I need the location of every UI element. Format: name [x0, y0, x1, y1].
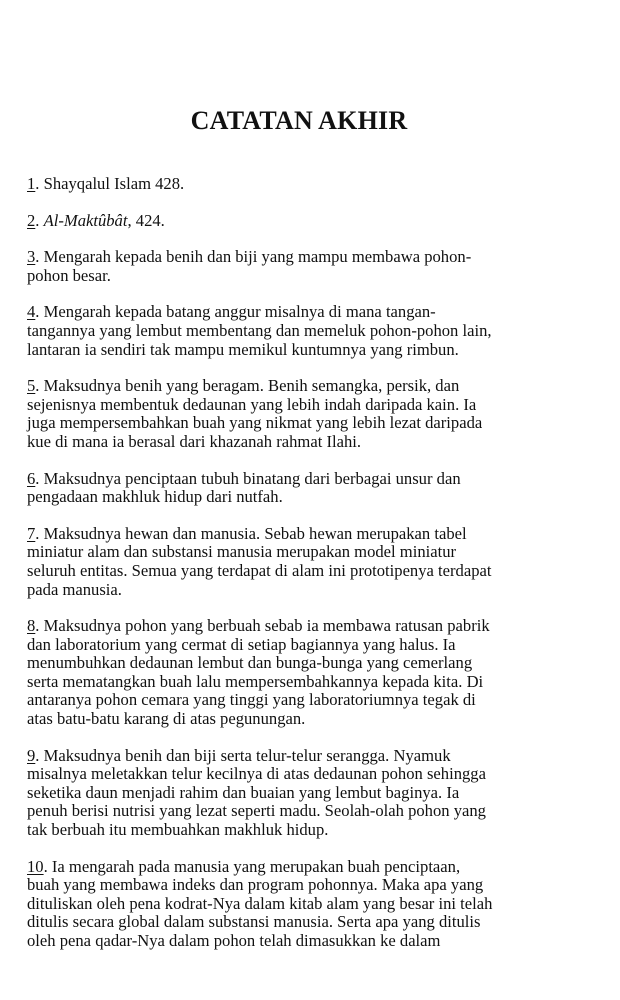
endnote-text: Maksudnya benih yang beragam. Benih semangka, persik, dan: [43, 376, 460, 396]
endnote-number: 2: [27, 210, 36, 230]
endnote-text: Ia mengarah pada manusia yang merupakan buah penciptaan,: [51, 856, 461, 876]
endnote-text: Maksudnya benih dan biji serta telur-telur serangga. Nyamuk: [43, 745, 451, 765]
endnote-text: Mengarah kepada batang anggur misalnya di mana tangan-: [43, 302, 436, 322]
endnote-number: 4: [27, 302, 36, 322]
endnote-number: 9: [27, 745, 36, 765]
endnote-text: serta mematangkan buah lalu mempersembahkannya kepada kita. Di: [27, 671, 484, 691]
endnote-text: miniatur alam dan substansi manusia merupakan model miniatur: [27, 542, 457, 562]
endnote-text: Maksudnya penciptaan tubuh binatang dari berbagai unsur dan: [43, 468, 461, 488]
endnote-text: Shayqalul Islam 428.: [43, 174, 185, 193]
endnote-number: 8: [27, 616, 36, 636]
endnote-1: 1. Shayqalul Islam 428.: [27, 174, 185, 193]
endnote-number: 7: [27, 523, 36, 543]
endnote-6: 6. Maksudnya penciptaan tubuh binatang dari berbagai unsur dan pengadaan makhluk hidup dari nutfah.: [27, 470, 575, 507]
endnote-3: 3. Mengarah kepada benih dan biji yang mampu membawa pohon- pohon besar.: [27, 248, 575, 285]
page-title: CATATAN AKHIR: [190, 106, 408, 135]
endnote-text: antaranya pohon cemara yang tinggi yang laboratoriumnya tegak di: [27, 690, 476, 710]
endnote-number: 5: [27, 376, 36, 396]
endnote-8: 8. Maksudnya pohon yang berbuah sebab ia membawa ratusan pabrik dan laboratorium yang cermat di setiap bagiannya yang halus. Ia menumbuhkan dedaunan lembut dan bunga-bunga yang cemerlang serta mematangkan buah lalu mempersembahkannya kepada kita. Di antaranya pohon cemara yang tinggi yang laboratoriumnya tegak di atas batu-batu karang di atas pegunungan.: [27, 617, 575, 729]
endnote-10: 10. Ia mengarah pada manusia yang merupakan buah penciptaan, buah yang membawa indeks dan program pohonnya. Maka apa yang dituliskan oleh pena kodrat-Nya dalam kitab alam yang besar ini telah ditulis secara global dalam substansi manusia. Serta apa yang ditulis oleh pena qadar-Nya dalam pohon telah dimasukkan ke dalam: [27, 858, 575, 951]
endnote-text: lantaran ia sendiri tak mampu memikul kuntumnya yang rimbun.: [27, 339, 459, 359]
endnote-2: 2. Al-Maktûbât, 424.: [27, 210, 165, 230]
endnote-text: sejenisnya membentuk dedaunan yang lebih indah daripada kain. Ia: [27, 394, 477, 414]
endnote-text: pohon besar.: [27, 265, 111, 285]
endnote-text: seluruh entitas. Semua yang terdapat di alam ini prototipenya terdapat: [27, 560, 492, 580]
endnote-7: 7. Maksudnya hewan dan manusia. Sebab hewan merupakan tabel miniatur alam dan substansi manusia merupakan model miniatur seluruh entitas. Semua yang terdapat di alam ini prototipenya terdapat pada manusia.: [27, 525, 575, 599]
endnote-text: misalnya meletakkan telur kecilnya di atas dedaunan pohon sehingga: [27, 764, 486, 784]
endnote-text: tak berbuah itu membuahkan makhluk hidup.: [27, 820, 329, 840]
endnote-text: , 424.: [127, 210, 165, 230]
endnote-number: 10: [27, 856, 44, 876]
endnotes-list: [27, 175, 575, 969]
endnote-4: 4. Mengarah kepada batang anggur misalnya di mana tangan- tangannya yang lembut membentang dan memeluk pohon-pohon lain, lantaran ia sendiri tak mampu memikul kuntumnya yang rimbun.: [27, 303, 575, 359]
endnote-text: Maksudnya hewan dan manusia. Sebab hewan merupakan tabel: [43, 523, 467, 543]
endnote-text: Mengarah kepada benih dan biji yang mampu membawa pohon-: [43, 247, 472, 267]
endnote-5: 5. Maksudnya benih yang beragam. Benih semangka, persik, dan sejenisnya membentuk dedaunan yang lebih indah daripada kain. Ia juga mempersembahkan buah yang nikmat yang lebih lezat daripada kue di mana ia berasal dari khazanah rahmat Ilahi.: [27, 377, 575, 451]
endnote-text: penuh berisi nutrisi yang lezat seperti madu. Seolah-olah pohon yang: [27, 801, 486, 821]
book-title: Al-Maktûbât: [43, 210, 128, 230]
endnote-9: 9. Maksudnya benih dan biji serta telur-telur serangga. Nyamuk misalnya meletakkan telur kecilnya di atas dedaunan pohon sehingga seketika daun menjadi rahim dan buaian yang lembut baginya. Ia penuh berisi nutrisi yang lezat seperti madu. Seolah-olah pohon yang tak berbuah itu membuahkan makhluk hidup.: [27, 747, 575, 840]
endnote-text: atas batu-batu karang di atas pegunungan.: [27, 709, 306, 729]
endnote-text: oleh pena qadar-Nya dalam pohon telah dimasukkan ke dalam: [27, 931, 441, 950]
endnote-number: 3: [27, 247, 36, 267]
endnote-text: seketika daun menjadi rahim dan buaian yang lembut baginya. Ia: [27, 782, 460, 802]
endnote-text: dan laboratorium yang cermat di setiap bagiannya yang halus. Ia: [27, 634, 456, 654]
endnote-text: menumbuhkan dedaunan lembut dan bunga-bunga yang cemerlang: [27, 653, 473, 673]
endnote-text: juga mempersembahkan buah yang nikmat yang lebih lezat daripada: [27, 413, 483, 433]
endnote-text: Maksudnya pohon yang berbuah sebab ia membawa ratusan pabrik: [43, 616, 490, 636]
endnote-text: kue di mana ia berasal dari khazanah rahmat Ilahi.: [27, 431, 362, 451]
endnote-text: dituliskan oleh pena kodrat-Nya dalam kitab alam yang besar ini telah: [27, 893, 493, 913]
endnote-number: 6: [27, 468, 36, 488]
endnote-text: pada manusia.: [27, 579, 122, 599]
endnote-text: pengadaan makhluk hidup dari nutfah.: [27, 487, 283, 507]
endnote-number: 1: [27, 174, 36, 193]
endnote-text: tangannya yang lembut membentang dan memeluk pohon-pohon lain,: [27, 320, 492, 340]
endnote-text: ditulis secara global dalam substansi manusia. Serta apa yang ditulis: [27, 912, 481, 932]
endnote-text: buah yang membawa indeks dan program pohonnya. Maka apa yang: [27, 875, 484, 895]
